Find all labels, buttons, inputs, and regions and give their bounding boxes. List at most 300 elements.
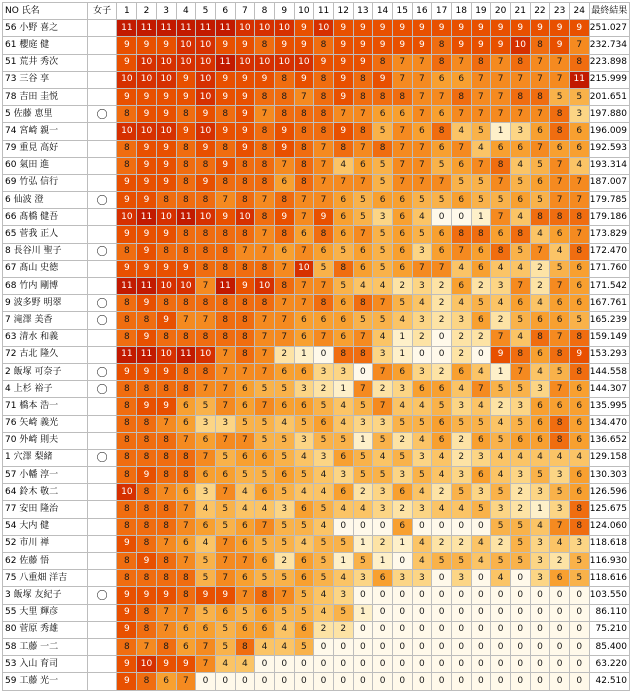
score-cell: 9 [117, 37, 137, 54]
score-cell: 6 [569, 295, 589, 312]
female-marker [87, 209, 117, 226]
score-cell: 8 [176, 587, 196, 604]
score-cell: 0 [550, 587, 570, 604]
table-row [3, 226, 630, 243]
score-cell: 4 [412, 484, 432, 501]
score-cell: 5 [235, 604, 255, 621]
score-cell: 5 [550, 260, 570, 277]
score-cell: 0 [432, 656, 452, 673]
score-cell: 6 [432, 432, 452, 449]
score-cell: 8 [196, 226, 216, 243]
score-cell: 0 [569, 621, 589, 638]
score-cell: 8 [353, 295, 373, 312]
score-cell: 4 [510, 260, 530, 277]
score-cell: 9 [117, 174, 137, 191]
score-cell: 8 [353, 88, 373, 105]
score-cell: 8 [196, 157, 216, 174]
score-cell: 8 [117, 553, 137, 570]
score-cell: 7 [373, 398, 393, 415]
score-cell: 9 [137, 329, 157, 346]
score-cell: 5 [412, 415, 432, 432]
score-cell: 7 [491, 209, 511, 226]
score-cell: 0 [491, 638, 511, 655]
female-marker [87, 621, 117, 638]
score-cell: 7 [314, 329, 334, 346]
score-cell: 0 [314, 638, 334, 655]
score-cell: 0 [432, 587, 452, 604]
score-cell: 7 [294, 243, 314, 260]
score-cell: 3 [471, 484, 491, 501]
score-cell: 6 [235, 381, 255, 398]
score-cell: 8 [117, 329, 137, 346]
score-cell: 5 [530, 467, 550, 484]
score-cell: 8 [156, 501, 176, 518]
table-row [3, 140, 630, 157]
score-cell: 8 [176, 192, 196, 209]
score-cell: 5 [314, 570, 334, 587]
final-score: 118.618 [589, 535, 629, 552]
score-cell: 6 [530, 415, 550, 432]
score-cell: 3 [569, 106, 589, 123]
score-cell: 8 [491, 157, 511, 174]
player-name: 69 竹弘 信行 [3, 174, 88, 191]
score-cell: 8 [569, 243, 589, 260]
score-cell: 8 [117, 140, 137, 157]
score-cell: 7 [294, 88, 314, 105]
score-cell: 9 [137, 157, 157, 174]
score-cell: 7 [235, 363, 255, 380]
score-cell: 0 [255, 673, 275, 690]
score-cell: 7 [451, 106, 471, 123]
score-cell: 0 [510, 638, 530, 655]
score-cell: 7 [156, 621, 176, 638]
score-cell: 7 [196, 638, 216, 655]
score-cell: 2 [432, 363, 452, 380]
score-cell: 6 [255, 604, 275, 621]
score-cell: 11 [137, 209, 157, 226]
score-cell: 6 [176, 621, 196, 638]
score-cell: 0 [569, 587, 589, 604]
score-cell: 7 [471, 71, 491, 88]
score-cell: 4 [510, 329, 530, 346]
female-marker [87, 346, 117, 363]
score-cell: 6 [550, 398, 570, 415]
score-cell: 5 [412, 192, 432, 209]
final-score: 75.210 [589, 621, 629, 638]
score-cell: 8 [550, 346, 570, 363]
score-cell: 8 [176, 226, 196, 243]
player-name: 67 髙山 史徳 [3, 260, 88, 277]
score-cell: 6 [550, 570, 570, 587]
score-cell: 4 [432, 449, 452, 466]
score-cell: 0 [491, 621, 511, 638]
final-score: 215.999 [589, 71, 629, 88]
final-score: 124.060 [589, 518, 629, 535]
score-cell: 5 [294, 604, 314, 621]
table-row [3, 54, 630, 71]
score-cell: 1 [392, 346, 412, 363]
final-score: 153.293 [589, 346, 629, 363]
score-cell: 5 [274, 518, 294, 535]
score-cell: 7 [491, 329, 511, 346]
score-cell: 6 [392, 260, 412, 277]
score-cell: 7 [392, 123, 412, 140]
score-cell: 5 [373, 226, 393, 243]
score-cell: 0 [530, 673, 550, 690]
header-no-name: NO 氏名 [3, 3, 88, 20]
score-cell: 4 [491, 570, 511, 587]
score-cell: 3 [569, 535, 589, 552]
female-marker [87, 467, 117, 484]
score-cell: 0 [471, 673, 491, 690]
score-cell: 7 [451, 243, 471, 260]
final-score: 159.149 [589, 329, 629, 346]
score-cell: 0 [510, 570, 530, 587]
score-cell: 4 [471, 398, 491, 415]
player-name: 54 大内 健 [3, 518, 88, 535]
score-cell: 6 [510, 140, 530, 157]
score-cell: 8 [274, 106, 294, 123]
score-cell: 5 [353, 553, 373, 570]
score-cell: 6 [196, 518, 216, 535]
score-cell: 7 [392, 140, 412, 157]
score-cell: 7 [255, 226, 275, 243]
header-row [3, 3, 630, 20]
score-cell: 7 [373, 295, 393, 312]
score-cell: 8 [156, 467, 176, 484]
score-cell: 9 [569, 346, 589, 363]
score-cell: 5 [294, 415, 314, 432]
table-row [3, 604, 630, 621]
score-cell: 7 [392, 174, 412, 191]
score-cell: 2 [451, 329, 471, 346]
score-cell: 9 [432, 20, 452, 37]
score-cell: 6 [569, 415, 589, 432]
score-cell: 8 [510, 54, 530, 71]
final-score: 134.470 [589, 415, 629, 432]
score-cell: 7 [412, 140, 432, 157]
header-final: 最終結果 [589, 3, 629, 20]
score-cell: 3 [451, 467, 471, 484]
score-cell: 7 [491, 88, 511, 105]
score-cell: 7 [255, 346, 275, 363]
score-cell: 6 [471, 467, 491, 484]
score-cell: 7 [491, 54, 511, 71]
header-round: 2 [137, 3, 157, 20]
score-cell: 5 [333, 535, 353, 552]
score-cell: 4 [373, 449, 393, 466]
score-cell: 1 [491, 123, 511, 140]
score-cell: 6 [215, 467, 235, 484]
score-cell: 8 [196, 329, 216, 346]
score-cell: 3 [373, 484, 393, 501]
score-cell: 11 [215, 20, 235, 37]
score-cell: 10 [235, 54, 255, 71]
final-score: 167.761 [589, 295, 629, 312]
final-score: 171.542 [589, 278, 629, 295]
score-cell: 6 [550, 226, 570, 243]
score-cell: 9 [137, 226, 157, 243]
score-cell: 2 [491, 312, 511, 329]
score-cell: 6 [569, 398, 589, 415]
score-cell: 0 [314, 346, 334, 363]
score-cell: 7 [215, 192, 235, 209]
score-cell: 0 [569, 638, 589, 655]
player-name: 2 飯塚 可奈子 [3, 363, 88, 380]
score-cell: 6 [491, 226, 511, 243]
score-cell: 4 [412, 553, 432, 570]
female-marker [87, 518, 117, 535]
score-cell: 4 [569, 449, 589, 466]
score-cell: 6 [392, 243, 412, 260]
score-cell: 6 [176, 535, 196, 552]
score-cell: 7 [137, 638, 157, 655]
score-cell: 7 [392, 54, 412, 71]
score-cell: 6 [530, 174, 550, 191]
score-cell: 5 [274, 449, 294, 466]
score-cell: 8 [353, 71, 373, 88]
score-cell: 8 [117, 312, 137, 329]
score-cell: 8 [117, 106, 137, 123]
score-cell: 9 [117, 673, 137, 690]
final-score: 201.651 [589, 88, 629, 105]
score-cell: 9 [333, 71, 353, 88]
score-cell: 5 [373, 157, 393, 174]
score-cell: 11 [137, 346, 157, 363]
score-cell: 7 [491, 174, 511, 191]
score-cell: 6 [491, 140, 511, 157]
score-cell: 8 [176, 157, 196, 174]
score-cell: 9 [215, 123, 235, 140]
table-row [3, 88, 630, 105]
score-cell: 3 [510, 123, 530, 140]
score-cell: 7 [176, 673, 196, 690]
score-cell: 7 [353, 381, 373, 398]
score-cell: 8 [117, 295, 137, 312]
score-cell: 7 [530, 106, 550, 123]
score-cell: 8 [392, 88, 412, 105]
score-cell: 11 [569, 71, 589, 88]
score-cell: 8 [569, 501, 589, 518]
score-cell: 5 [196, 553, 216, 570]
score-cell: 8 [176, 295, 196, 312]
score-cell: 6 [451, 71, 471, 88]
score-cell: 9 [353, 54, 373, 71]
score-cell: 5 [314, 432, 334, 449]
score-cell: 8 [530, 37, 550, 54]
score-cell: 0 [471, 604, 491, 621]
table-row [3, 260, 630, 277]
score-cell: 8 [137, 518, 157, 535]
score-cell: 5 [510, 415, 530, 432]
score-cell: 8 [215, 140, 235, 157]
score-cell: 9 [156, 656, 176, 673]
score-cell: 8 [235, 192, 255, 209]
score-cell: 5 [196, 398, 216, 415]
score-cell: 10 [176, 37, 196, 54]
score-cell: 5 [353, 192, 373, 209]
table-row [3, 106, 630, 123]
score-cell: 2 [432, 484, 452, 501]
score-cell: 8 [333, 140, 353, 157]
table-row [3, 123, 630, 140]
score-cell: 3 [530, 381, 550, 398]
score-cell: 10 [137, 123, 157, 140]
score-cell: 4 [215, 656, 235, 673]
table-row [3, 449, 630, 466]
score-cell: 9 [333, 37, 353, 54]
score-cell: 4 [510, 157, 530, 174]
score-cell: 8 [235, 174, 255, 191]
female-marker: 〇 [87, 363, 117, 380]
score-cell: 8 [255, 157, 275, 174]
score-cell: 4 [491, 449, 511, 466]
score-cell: 7 [176, 501, 196, 518]
score-cell: 8 [255, 260, 275, 277]
score-cell: 6 [235, 398, 255, 415]
score-cell: 6 [294, 398, 314, 415]
score-cell: 9 [215, 587, 235, 604]
score-cell: 0 [432, 621, 452, 638]
score-cell: 6 [333, 449, 353, 466]
score-cell: 0 [432, 570, 452, 587]
score-cell: 7 [353, 329, 373, 346]
score-cell: 8 [274, 71, 294, 88]
score-cell: 7 [274, 587, 294, 604]
score-cell: 5 [373, 174, 393, 191]
score-cell: 3 [215, 415, 235, 432]
score-cell: 0 [451, 587, 471, 604]
score-cell: 7 [451, 54, 471, 71]
score-cell: 7 [412, 174, 432, 191]
final-score: 192.593 [589, 140, 629, 157]
score-cell: 4 [314, 518, 334, 535]
score-cell: 5 [451, 174, 471, 191]
score-cell: 0 [432, 346, 452, 363]
score-cell: 9 [550, 37, 570, 54]
score-cell: 7 [215, 346, 235, 363]
score-cell: 8 [137, 449, 157, 466]
female-marker [87, 553, 117, 570]
score-cell: 3 [373, 501, 393, 518]
score-cell: 8 [235, 157, 255, 174]
score-cell: 0 [333, 518, 353, 535]
score-cell: 3 [274, 501, 294, 518]
score-cell: 10 [137, 71, 157, 88]
score-cell: 8 [117, 570, 137, 587]
score-cell: 10 [156, 209, 176, 226]
score-cell: 9 [274, 140, 294, 157]
score-cell: 8 [294, 157, 314, 174]
score-cell: 1 [353, 432, 373, 449]
score-cell: 5 [314, 553, 334, 570]
score-cell: 4 [491, 415, 511, 432]
score-cell: 2 [530, 260, 550, 277]
score-cell: 6 [274, 174, 294, 191]
player-name: 51 荒井 秀次 [3, 54, 88, 71]
score-cell: 6 [569, 381, 589, 398]
score-cell: 0 [392, 621, 412, 638]
score-cell: 7 [235, 553, 255, 570]
score-cell: 7 [196, 449, 216, 466]
score-cell: 4 [569, 157, 589, 174]
score-cell: 5 [392, 449, 412, 466]
score-cell: 0 [432, 638, 452, 655]
score-cell: 5 [215, 501, 235, 518]
score-cell: 6 [412, 381, 432, 398]
header-round: 9 [274, 3, 294, 20]
score-cell: 8 [176, 106, 196, 123]
score-cell: 6 [255, 449, 275, 466]
score-cell: 7 [314, 192, 334, 209]
score-cell: 8 [451, 226, 471, 243]
score-cell: 10 [274, 20, 294, 37]
score-cell: 7 [491, 106, 511, 123]
score-cell: 8 [235, 638, 255, 655]
score-cell: 0 [550, 621, 570, 638]
score-cell: 7 [510, 71, 530, 88]
score-cell: 7 [314, 278, 334, 295]
score-cell: 8 [156, 243, 176, 260]
score-cell: 9 [353, 20, 373, 37]
score-cell: 6 [373, 570, 393, 587]
score-cell: 0 [491, 673, 511, 690]
score-cell: 6 [255, 621, 275, 638]
header-round: 6 [215, 3, 235, 20]
final-score: 173.829 [589, 226, 629, 243]
table-row [3, 71, 630, 88]
score-cell: 9 [117, 88, 137, 105]
score-cell: 6 [530, 398, 550, 415]
score-cell: 4 [392, 312, 412, 329]
score-cell: 0 [530, 604, 550, 621]
score-cell: 7 [156, 535, 176, 552]
score-cell: 3 [392, 570, 412, 587]
score-cell: 9 [294, 71, 314, 88]
score-cell: 3 [412, 449, 432, 466]
score-cell: 9 [333, 20, 353, 37]
score-cell: 5 [274, 432, 294, 449]
score-cell: 8 [117, 398, 137, 415]
score-cell: 7 [353, 140, 373, 157]
score-cell: 6 [432, 140, 452, 157]
score-cell: 5 [314, 535, 334, 552]
score-cell: 6 [451, 278, 471, 295]
score-cell: 3 [412, 570, 432, 587]
score-cell: 9 [274, 209, 294, 226]
score-cell: 3 [333, 467, 353, 484]
score-cell: 6 [353, 157, 373, 174]
score-cell: 0 [373, 638, 393, 655]
player-name: 4 上杉 裕子 [3, 381, 88, 398]
score-cell: 5 [353, 209, 373, 226]
score-cell: 5 [333, 604, 353, 621]
score-cell: 6 [314, 312, 334, 329]
score-cell: 3 [353, 570, 373, 587]
score-cell: 3 [471, 449, 491, 466]
female-marker [87, 140, 117, 157]
score-cell: 4 [550, 535, 570, 552]
female-marker: 〇 [87, 312, 117, 329]
score-cell: 2 [432, 535, 452, 552]
score-cell: 8 [137, 621, 157, 638]
score-cell: 4 [196, 535, 216, 552]
score-cell: 10 [117, 71, 137, 88]
score-cell: 8 [274, 88, 294, 105]
score-cell: 9 [274, 37, 294, 54]
score-cell: 9 [137, 587, 157, 604]
score-cell: 9 [176, 71, 196, 88]
